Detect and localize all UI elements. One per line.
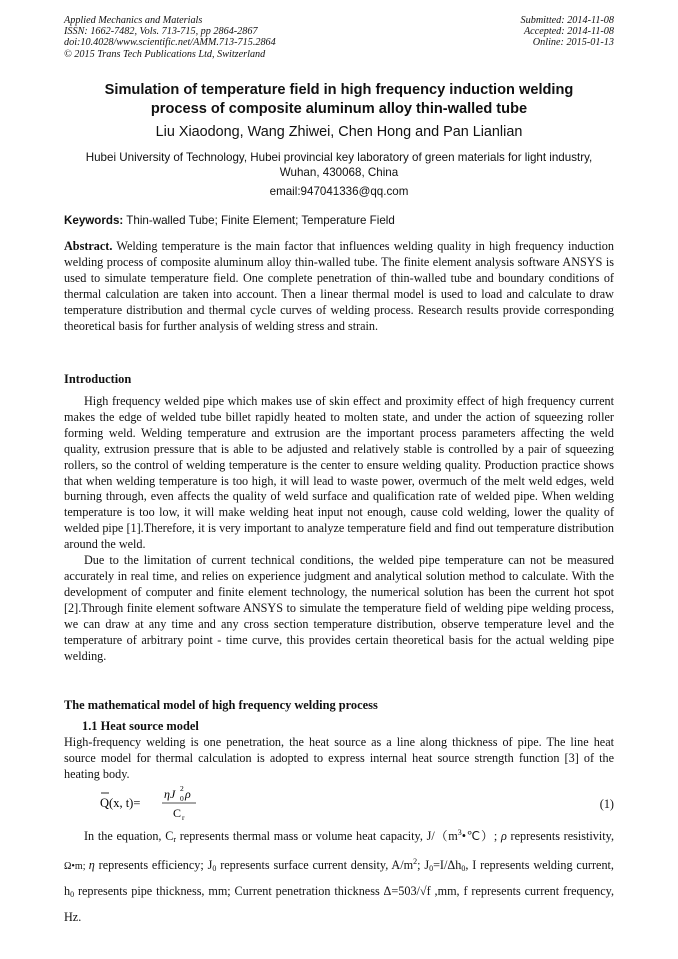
eta-j: ηJ	[164, 787, 176, 801]
keywords-text: Thin-walled Tube; Finite Element; Temperature Field	[123, 214, 395, 227]
title-line-1: Simulation of temperature field in high frequency induction welding	[104, 82, 574, 98]
def-part: ;	[417, 858, 425, 872]
def-part: Ω•m;	[64, 861, 89, 872]
j0-symbol-b: J	[424, 858, 430, 872]
equation-lhs: Q(x, t)=	[100, 796, 141, 810]
j0-subscript: 0	[212, 864, 217, 873]
def-part: represents thermal mass or volume heat capacity, J/（m	[176, 829, 458, 843]
j0-subscript-b: 0	[429, 864, 434, 873]
equation-num-sub: 0	[180, 794, 184, 803]
submitted-date: Submitted: 2014-11-08	[520, 15, 614, 26]
equation-num-rho: ρ	[185, 787, 191, 801]
abstract-text: Welding temperature is the main factor that influences welding quality in high frequency induction welding process of composite aluminum alloy thin-walled tube. The finite element analysis software ANSYS is used to simulate temperature field. One complete penetration of thin-walled tube and boundary conditions of thermal calculation are taken into account. Then a linear thermal model is used to load and calculate to draw temperature distribution and thermal cycle curves of welding process. Research results provide corresponding theoretical basis for further analysis of welding stress and strain.	[64, 239, 614, 333]
abstract-label: Abstract.	[64, 239, 113, 253]
cr-symbol: C	[165, 829, 174, 843]
def-part: , I represents welding current,	[465, 858, 614, 872]
email[interactable]: email:947041336@qq.com	[269, 185, 409, 198]
keywords	[64, 213, 614, 228]
intro-paragraph-1: High frequency welded pipe which makes use of skin effect and proximity effect of high frequency current makes the edge of welded tube billet rapidly heated to molten state, and under the action of squeezing roller forming weld. Welding temperature and extrusion are the important process parameters affecting the weld quality, extrusion pressure that is able to be adjusted and relatively stable is controlled by a pair of squeezing rollers, so the control of welding temperature is the center to ensure welding quality. Production practice shows that when welding temperature is too high, it will lead to waste power, overmuch of the melt weld edges, weld burning through, even affects the quality of weld surface and qualification rate of welded pipe. When welding temperature is too low, it will make welding heat input not enough, cause cold welding, lower the quality of welded pipe [1].Therefore, it is very important to analyze temperature field and find out temperature distribution around the weld.	[64, 394, 614, 552]
copyright-line: © 2015 Trans Tech Publications Ltd, Switzerland	[64, 48, 266, 60]
title-line-2: process of composite aluminum alloy thin-walled tube	[150, 101, 528, 117]
def-part: •℃）;	[461, 829, 501, 843]
equation-definitions	[64, 822, 614, 928]
intro-section	[64, 394, 614, 664]
heat-source-text: High-frequency welding is one penetration, the heat source as a line along thickness of pipe. The line heat source model for thermal calculation is adopted to express internal heat source strength function [3] of the heating body.	[64, 735, 614, 781]
equation-number: (1)	[599, 797, 614, 811]
equation-numerator	[164, 787, 176, 801]
affiliation-line-1: Hubei University of Technology, Hubei provincial key laboratory of green materials for light industry,	[85, 151, 593, 164]
paper-title	[64, 81, 614, 119]
journal-name: Applied Mechanics and Materials	[64, 15, 203, 26]
cr-subscript: r	[173, 835, 177, 844]
def-part: represents surface current density, A/m	[216, 858, 414, 872]
def-part: represents pipe thickness, mm; Current penetration thickness Δ=503/√f ,mm, f represents current frequency, Hz.	[64, 884, 614, 924]
rho-symbol: ρ	[500, 829, 507, 843]
submission-dates	[521, 15, 614, 49]
heat-source-subheading: 1.1 Heat source model	[82, 719, 199, 733]
affiliation	[58, 150, 620, 180]
equation-num-sup: 2	[180, 784, 184, 793]
equation-den-sub: r	[182, 813, 185, 822]
intro-paragraph-2: Due to the limitation of current technical conditions, the welded pipe temperature can not be measured accurately in real time, and relies on experience judgment and analytical solution method to calculate. With the development of computer and finite element technology, the numerical solution has been the current hot spot [2].Through finite element software ANSYS to simulate the temperature field of welding pipe welding process, we can draw at any time and any cross section temperature distribution, observe temperature level and the temperature of arbitrary point - time curve, this provides certain theoretical basis for the actual welding pipe welding.	[64, 553, 614, 663]
journal-info	[64, 15, 276, 60]
m2-superscript: 2	[413, 857, 418, 866]
def-part: In the equation,	[84, 829, 166, 843]
h0-subscript-b: 0	[70, 890, 75, 899]
j0-symbol: J	[207, 858, 213, 872]
doi-line[interactable]: doi:10.4028/www.scientific.net/AMM.713-715.2864	[64, 37, 276, 49]
def-part: =I/Δh	[433, 858, 462, 872]
authors: Liu Xiaodong, Wang Zhiwei, Chen Hong and Pan Lianlian	[155, 124, 523, 140]
def-part: represents efficiency;	[94, 858, 208, 872]
definitions-text	[64, 822, 614, 928]
heat-source-paragraph	[64, 735, 614, 783]
issn-line: ISSN: 1662-7482, Vols. 713-715, pp 2864-2867	[64, 26, 258, 38]
h0-symbol: h	[64, 884, 71, 898]
online-date: Online: 2015-01-13	[532, 37, 614, 49]
m3-superscript: 3	[457, 828, 462, 837]
h0-subscript: 0	[461, 864, 466, 873]
keywords-label: Keywords:	[64, 214, 124, 227]
eta-symbol: η	[88, 858, 95, 872]
def-part: represents resistivity,	[506, 829, 614, 843]
intro-heading: Introduction	[64, 372, 132, 386]
accepted-date: Accepted: 2014-11-08	[523, 26, 614, 38]
equation-denominator: C	[173, 806, 182, 820]
math-model-heading: The mathematical model of high frequency welding process	[64, 698, 378, 712]
abstract	[64, 239, 614, 334]
affiliation-line-2: Wuhan, 430068, China	[279, 166, 399, 179]
